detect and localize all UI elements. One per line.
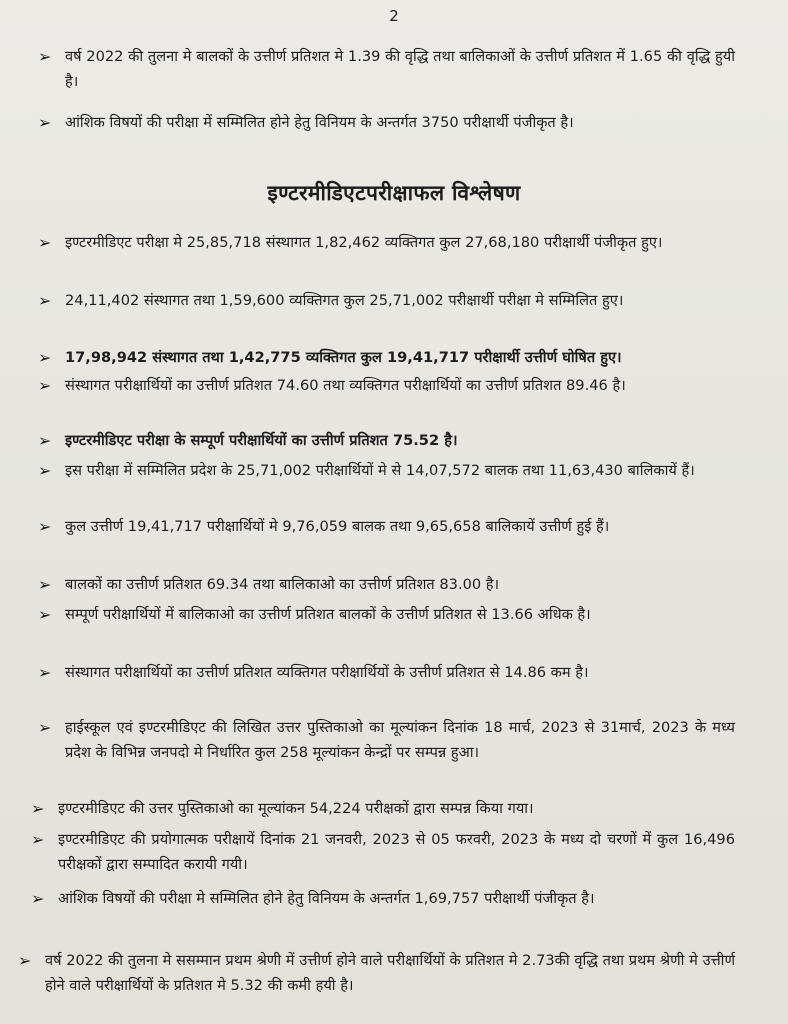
bullet-text: 24,11,402 संस्थागत तथा 1,59,600 व्यक्तिगत कुल 25,71,002 परीक्षार्थी परीक्षा मे सम्मिलित हुए।: [65, 292, 624, 309]
right-arrow-bullet-icon: ➢: [38, 575, 52, 594]
bullet-item-14: [31, 796, 735, 821]
bullet-item-10: [38, 572, 735, 597]
right-arrow-bullet-icon: ➢: [31, 889, 45, 908]
bullet-text: इस परीक्षा में सम्मिलित प्रदेश के 25,71,002 परीक्षार्थियों मे से 14,07,572 बालक तथा 11,63,430 बालिकायें हैं।: [65, 462, 695, 479]
bullet-item-9: [38, 514, 735, 539]
bullet-item-1: [38, 44, 735, 94]
bullet-text: वर्ष 2022 की तुलना मे बालकों के उत्तीर्ण प्रतिशत मे 1.39 की वृद्धि तथा बालिकाओं के उत्तीर्ण प्रतिशत में 1.65 की वृद्धि हुयी है।: [65, 48, 735, 90]
section-heading: इण्टरमीडिएटपरीक्षाफल विश्लेषण: [267, 181, 521, 205]
bullet-text: बालकों का उत्तीर्ण प्रतिशत 69.34 तथा बालिकाओ का उत्तीर्ण प्रतिशत 83.00 है।: [65, 576, 500, 593]
bullet-text: इण्टरमीडिएट परीक्षा के सम्पूर्ण परीक्षार्थियों का उत्तीर्ण प्रतिशत 75.52 है।: [65, 432, 458, 449]
right-arrow-bullet-icon: ➢: [31, 830, 45, 849]
right-arrow-bullet-icon: ➢: [38, 291, 52, 310]
bullet-item-16: [31, 886, 735, 911]
right-arrow-bullet-icon: ➢: [31, 799, 45, 818]
bullet-item-7: [38, 428, 735, 453]
bullet-item-8: [38, 458, 735, 483]
bullet-text: इण्टरमीडिएट की प्रयोगात्मक परीक्षायें दिनांक 21 जनवरी, 2023 से 05 फरवरी, 2023 के मध्य दो चरणों में कुल 16,496 परीक्षकों द्वारा सम्पादित करायी गयी।: [58, 831, 735, 873]
bullet-text: 17,98,942 संस्थागत तथा 1,42,775 व्यक्तिगत कुल 19,41,717 परीक्षार्थी उत्तीर्ण घोषित हुए।: [65, 349, 622, 366]
right-arrow-bullet-icon: ➢: [38, 47, 52, 66]
right-arrow-bullet-icon: ➢: [38, 348, 52, 367]
bullet-item-13: [38, 715, 735, 765]
right-arrow-bullet-icon: ➢: [38, 605, 52, 624]
bullet-item-11: [38, 602, 735, 627]
right-arrow-bullet-icon: ➢: [38, 233, 52, 252]
bullet-text: आंशिक विषयों की परीक्षा मे सम्मिलित होने हेतु विनियम के अन्तर्गत 1,69,757 परीक्षार्थी पंजीकृत है।: [58, 890, 595, 907]
right-arrow-bullet-icon: ➢: [38, 113, 52, 132]
bullet-text: हाईस्कूल एवं इण्टरमीडिएट की लिखित उत्तर पुस्तिकाओ का मूल्यांकन दिनांक 18 मार्च, 2023 से 31मार्च, 2023 के मध्य प्रदेश के विभिन्न जनपदो मे निर्धारित कुल 258 मूल्यांकन केन्द्रों पर सम्पन्न हुआ।: [65, 719, 735, 761]
bullet-text: कुल उत्तीर्ण 19,41,717 परीक्षार्थियों मे 9,76,059 बालक तथा 9,65,658 बालिकायें उत्तीर्ण हुई हैं।: [65, 518, 610, 535]
bullet-item-3: [38, 230, 735, 255]
right-arrow-bullet-icon: ➢: [38, 517, 52, 536]
bullet-text: संस्थागत परीक्षार्थियों का उत्तीर्ण प्रतिशत 74.60 तथा व्यक्तिगत परीक्षार्थियों का उत्तीर्ण प्रतिशत 89.46 है।: [65, 377, 626, 394]
bullet-item-12: [38, 660, 735, 685]
bullet-item-17: [18, 948, 735, 998]
right-arrow-bullet-icon: ➢: [38, 376, 52, 395]
bullet-item-2: [38, 110, 735, 135]
bullet-item-6: [38, 373, 735, 398]
page-number: 2: [389, 7, 399, 25]
right-arrow-bullet-icon: ➢: [18, 951, 32, 970]
right-arrow-bullet-icon: ➢: [38, 431, 52, 450]
right-arrow-bullet-icon: ➢: [38, 663, 52, 682]
bullet-text: वर्ष 2022 की तुलना मे ससम्मान प्रथम श्रेणी में उत्तीर्ण होने वाले परीक्षार्थियों के प्रतिशत मे 2.73की वृद्धि तथा प्रथम श्रेणी मे उत्तीर्ण होने वाले परीक्षार्थियों के प्रतिशत मे 5.32 की कमी हयी है।: [45, 952, 735, 994]
right-arrow-bullet-icon: ➢: [38, 461, 52, 480]
bullet-item-5: [38, 345, 735, 370]
right-arrow-bullet-icon: ➢: [38, 718, 52, 737]
bullet-text: सम्पूर्ण परीक्षार्थियों में बालिकाओ का उत्तीर्ण प्रतिशत बालकों के उत्तीर्ण प्रतिशत से 13.66 अधिक है।: [65, 606, 591, 623]
bullet-text: आंशिक विषयों की परीक्षा में सम्मिलित होने हेतु विनियम के अन्तर्गत 3750 परीक्षार्थी पंजीकृत है।: [65, 114, 574, 131]
bullet-text: संस्थागत परीक्षार्थियों का उत्तीर्ण प्रतिशत व्यक्तिगत परीक्षार्थियों के उत्तीर्ण प्रतिशत से 14.86 कम है।: [65, 664, 589, 681]
bullet-item-15: [31, 827, 735, 877]
bullet-text: इण्टरमीडिएट की उत्तर पुस्तिकाओ का मूल्यांकन 54,224 परीक्षकों द्वारा सम्पन्न किया गया।: [58, 800, 534, 817]
bullet-item-4: [38, 288, 735, 313]
bullet-text: इण्टरमीडिएट परीक्षा मे 25,85,718 संस्थागत 1,82,462 व्यक्तिगत कुल 27,68,180 परीक्षार्थी पंजीकृत हुए।: [65, 234, 663, 251]
